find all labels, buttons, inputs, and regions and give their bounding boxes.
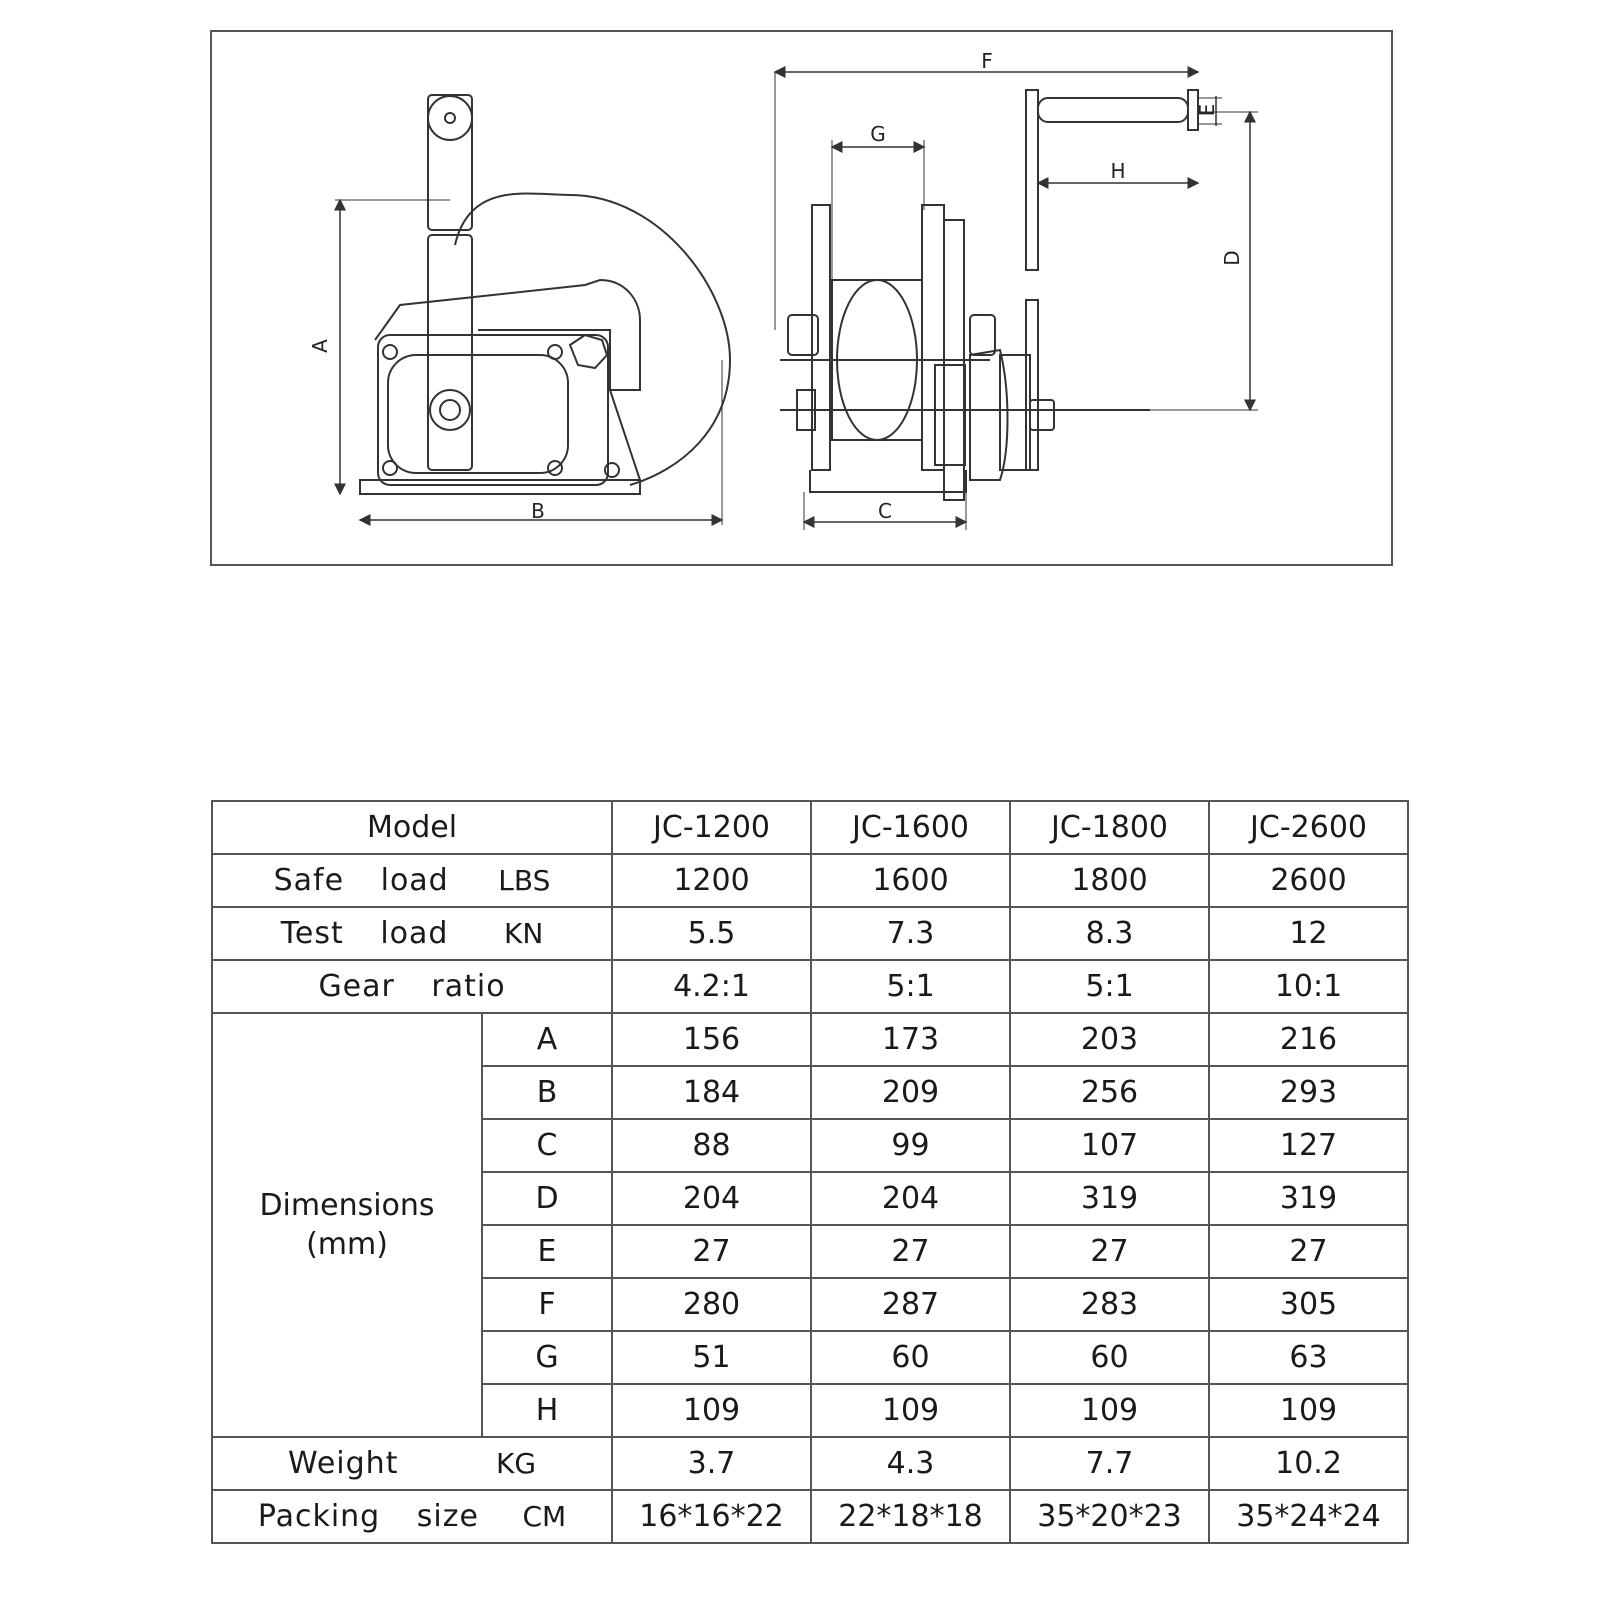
weight-row bbox=[212, 1437, 1408, 1490]
test-load-label-cell bbox=[212, 907, 612, 960]
weight-label: Weight bbox=[287, 1446, 399, 1481]
table-cell: 319 bbox=[1209, 1172, 1408, 1225]
table-cell: 10.2 bbox=[1209, 1437, 1408, 1490]
dimension-key: G bbox=[482, 1331, 612, 1384]
dimension-key: E bbox=[482, 1225, 612, 1278]
table-cell: 283 bbox=[1010, 1278, 1209, 1331]
safe-load-row bbox=[212, 854, 1408, 907]
table-cell: 256 bbox=[1010, 1066, 1209, 1119]
gear-housing bbox=[378, 335, 608, 485]
weight-unit: KG bbox=[496, 1447, 537, 1480]
crank-arm bbox=[428, 235, 472, 470]
test-load-label: Test load bbox=[280, 916, 449, 951]
table-cell: 10:1 bbox=[1209, 960, 1408, 1013]
test-load-row bbox=[212, 907, 1408, 960]
table-cell: 27 bbox=[811, 1225, 1010, 1278]
winch-drawing-svg bbox=[210, 30, 1393, 566]
label-e: E bbox=[1195, 103, 1219, 117]
table-cell: 1600 bbox=[811, 854, 1010, 907]
dimension-key: D bbox=[482, 1172, 612, 1225]
base-plate bbox=[360, 480, 640, 494]
table-cell: 27 bbox=[612, 1225, 811, 1278]
table-cell: 1200 bbox=[612, 854, 811, 907]
table-cell: 184 bbox=[612, 1066, 811, 1119]
dimensions-label: Dimensions bbox=[259, 1188, 435, 1223]
table-cell: 16*16*22 bbox=[612, 1490, 811, 1543]
table-cell: 305 bbox=[1209, 1278, 1408, 1331]
dimensions-unit: (mm) bbox=[306, 1227, 388, 1262]
table-cell: 4.2:1 bbox=[612, 960, 811, 1013]
table-cell: 204 bbox=[811, 1172, 1010, 1225]
table-cell: 5:1 bbox=[811, 960, 1010, 1013]
table-cell: 5:1 bbox=[1010, 960, 1209, 1013]
table-header-row bbox=[212, 801, 1408, 854]
packing-row bbox=[212, 1490, 1408, 1543]
spec-table bbox=[211, 800, 1409, 1544]
table-cell: 287 bbox=[811, 1278, 1010, 1331]
table-cell: 35*20*23 bbox=[1010, 1490, 1209, 1543]
table-cell: 216 bbox=[1209, 1013, 1408, 1066]
gear-ratio-row bbox=[212, 960, 1408, 1013]
table-cell: 27 bbox=[1209, 1225, 1408, 1278]
table-cell: 88 bbox=[612, 1119, 811, 1172]
table-cell: 109 bbox=[811, 1384, 1010, 1437]
test-load-unit: KN bbox=[503, 917, 544, 950]
packing-label-cell bbox=[212, 1490, 612, 1543]
table-cell: 109 bbox=[1209, 1384, 1408, 1437]
table-cell: 3.7 bbox=[612, 1437, 811, 1490]
table-cell: 4.3 bbox=[811, 1437, 1010, 1490]
handle-grip bbox=[1038, 98, 1188, 122]
dimension-key: F bbox=[482, 1278, 612, 1331]
table-cell: 7.3 bbox=[811, 907, 1010, 960]
label-c: C bbox=[878, 499, 892, 523]
packing-unit: CM bbox=[522, 1500, 567, 1533]
gear-ratio-label: Gear ratio bbox=[318, 969, 506, 1004]
table-cell: 107 bbox=[1010, 1119, 1209, 1172]
table-cell: 63 bbox=[1209, 1331, 1408, 1384]
table-cell: 60 bbox=[811, 1331, 1010, 1384]
table-cell: 12 bbox=[1209, 907, 1408, 960]
table-cell: 8.3 bbox=[1010, 907, 1209, 960]
dimensions-label-cell bbox=[212, 1013, 482, 1437]
table-cell: 7.7 bbox=[1010, 1437, 1209, 1490]
model-2: JC-1600 bbox=[811, 801, 1010, 854]
table-cell: 109 bbox=[612, 1384, 811, 1437]
right-flange bbox=[922, 205, 944, 470]
table-cell: 156 bbox=[612, 1013, 811, 1066]
dimension-row bbox=[212, 1013, 1408, 1066]
table-cell: 99 bbox=[811, 1119, 1010, 1172]
table-cell: 127 bbox=[1209, 1119, 1408, 1172]
label-g: G bbox=[870, 122, 886, 146]
table-cell: 204 bbox=[612, 1172, 811, 1225]
table-cell: 60 bbox=[1010, 1331, 1209, 1384]
table-cell: 22*18*18 bbox=[811, 1490, 1010, 1543]
weight-label-cell bbox=[212, 1437, 612, 1490]
table-cell: 51 bbox=[612, 1331, 811, 1384]
table-cell: 203 bbox=[1010, 1013, 1209, 1066]
side-view bbox=[360, 95, 730, 494]
label-d: D bbox=[1220, 250, 1244, 266]
packing-label: Packing size bbox=[257, 1499, 479, 1534]
model-1: JC-1200 bbox=[612, 801, 811, 854]
dimension-key: C bbox=[482, 1119, 612, 1172]
dimension-key: B bbox=[482, 1066, 612, 1119]
table-cell: 35*24*24 bbox=[1209, 1490, 1408, 1543]
model-header: Model bbox=[212, 801, 612, 854]
label-a: A bbox=[308, 339, 332, 353]
label-f: F bbox=[981, 49, 993, 73]
safe-load-label: Safe load bbox=[273, 863, 449, 898]
table-cell: 2600 bbox=[1209, 854, 1408, 907]
table-cell: 173 bbox=[811, 1013, 1010, 1066]
table-cell: 5.5 bbox=[612, 907, 811, 960]
model-4: JC-2600 bbox=[1209, 801, 1408, 854]
table-cell: 293 bbox=[1209, 1066, 1408, 1119]
dimension-key: H bbox=[482, 1384, 612, 1437]
winch-drawing bbox=[210, 30, 1393, 566]
model-3: JC-1800 bbox=[1010, 801, 1209, 854]
table-cell: 109 bbox=[1010, 1384, 1209, 1437]
table-cell: 319 bbox=[1010, 1172, 1209, 1225]
table-cell: 1800 bbox=[1010, 854, 1209, 907]
safe-load-unit: LBS bbox=[498, 864, 551, 897]
gear-ratio-label-cell bbox=[212, 960, 612, 1013]
label-b: B bbox=[531, 499, 545, 523]
label-h: H bbox=[1110, 159, 1126, 183]
table-cell: 209 bbox=[811, 1066, 1010, 1119]
safe-load-label-cell bbox=[212, 854, 612, 907]
table-cell: 280 bbox=[612, 1278, 811, 1331]
table-cell: 27 bbox=[1010, 1225, 1209, 1278]
dimension-key: A bbox=[482, 1013, 612, 1066]
front-view bbox=[780, 90, 1198, 500]
